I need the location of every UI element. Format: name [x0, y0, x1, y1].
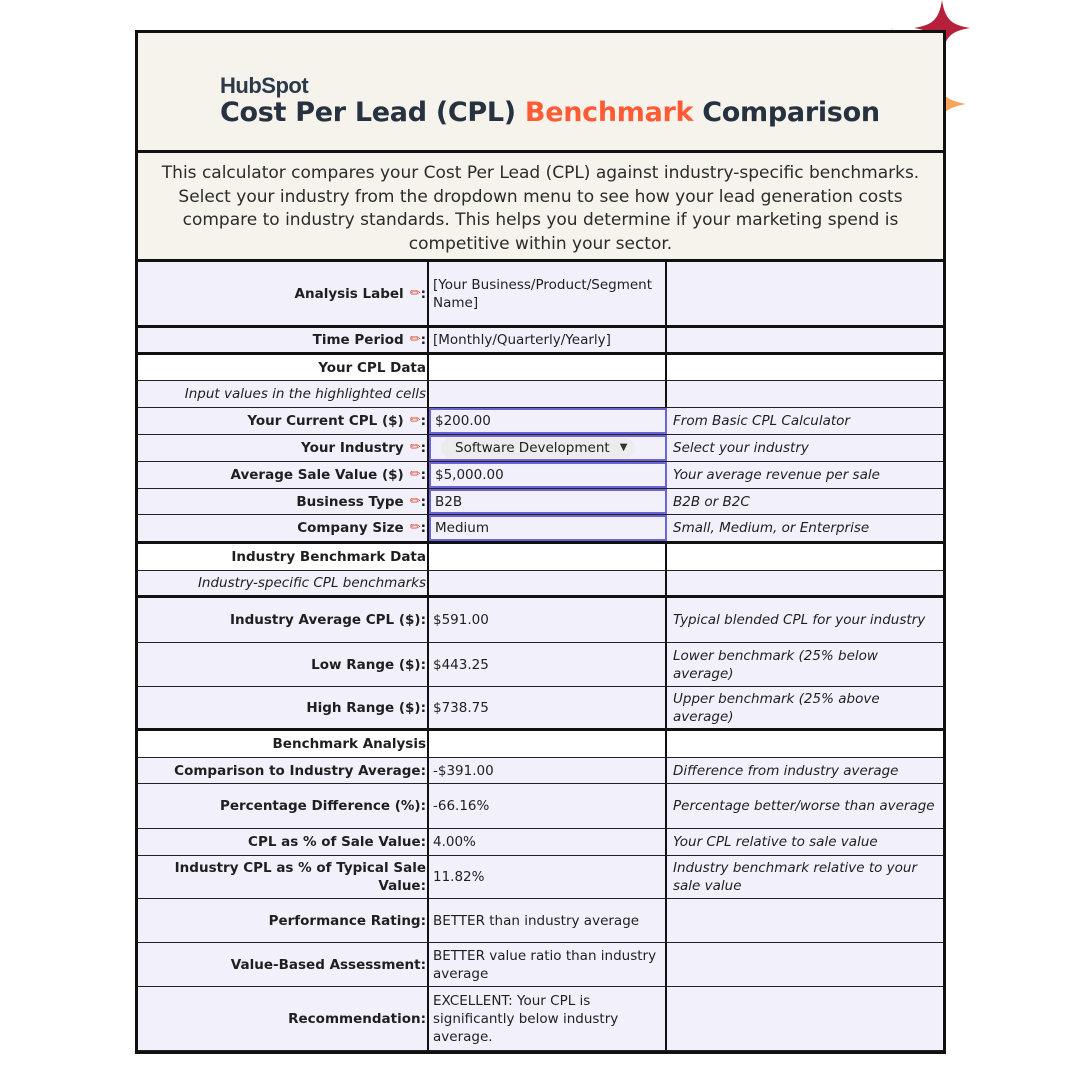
row-label	[138, 462, 429, 488]
note-cell	[667, 598, 943, 642]
value-cell[interactable]	[429, 489, 667, 514]
label-colon: :	[420, 467, 426, 483]
note-cell	[667, 571, 943, 595]
value-text: Medium	[435, 520, 489, 536]
value-text: B2B	[435, 493, 463, 510]
value-cell	[429, 856, 667, 898]
table-row	[138, 408, 943, 435]
value-text: [Monthly/Quarterly/Yearly]	[433, 332, 611, 348]
row-label-text: Input values in the highlighted cells	[184, 386, 426, 402]
value-text: EXCELLENT: Your CPL is significantly below industry average.	[433, 992, 619, 1045]
row-label-text: Your Industry	[301, 440, 404, 456]
row-label	[138, 598, 429, 642]
row-label-text: Performance Rating:	[268, 912, 426, 929]
row-label	[138, 408, 429, 434]
note-cell	[667, 515, 943, 541]
value-cell	[429, 571, 667, 595]
value-cell[interactable]	[429, 262, 667, 325]
value-text: $738.75	[433, 699, 489, 716]
pencil-icon: ✏	[409, 467, 421, 482]
row-label	[138, 856, 429, 898]
value-cell	[429, 731, 667, 757]
label-colon: :	[420, 520, 426, 536]
table-row	[138, 987, 943, 1051]
row-label	[138, 515, 429, 541]
value-cell	[429, 758, 667, 783]
value-cell	[429, 687, 667, 728]
label-colon: :	[420, 440, 426, 456]
table-row	[138, 643, 943, 687]
row-label-text: Percentage Difference (%):	[219, 798, 426, 814]
table-row	[138, 355, 943, 381]
row-label	[138, 381, 429, 407]
value-cell[interactable]	[429, 408, 667, 434]
row-label-text: Your Current CPL ($)	[247, 413, 404, 429]
row-label	[138, 489, 429, 514]
intro-description: This calculator compares your Cost Per Lead (CPL) against industry-specific benchmarks. Select your industry from the dropdown menu to see how your lead generation costs compare to industry standards. This helps you determine if your marketing spend is competitive within your sector.	[138, 153, 943, 262]
note-cell	[667, 784, 943, 828]
page-title: Cost Per Lead (CPL) Benchmark Comparison	[220, 97, 880, 128]
table-row	[138, 899, 943, 943]
row-label-text: High Range ($):	[306, 699, 426, 716]
table-row	[138, 328, 943, 355]
value-text: $5,000.00	[435, 467, 504, 483]
row-label-text: Time Period	[312, 332, 404, 348]
pencil-icon: ✏	[409, 332, 421, 347]
spreadsheet	[135, 30, 946, 1054]
row-label-text: Your CPL Data	[318, 359, 426, 376]
label-colon: :	[420, 413, 426, 429]
row-label	[138, 643, 429, 686]
table-row	[138, 598, 943, 643]
value-text: BETTER value ratio than industry average	[433, 947, 657, 982]
note-cell	[667, 856, 943, 898]
value-cell	[429, 381, 667, 407]
pencil-icon: ✏	[409, 413, 421, 428]
value-cell	[429, 987, 667, 1050]
industry-dropdown-value: Software Development	[455, 440, 610, 456]
value-text: $200.00	[435, 413, 491, 429]
note-text: Upper benchmark (25% above average)	[673, 690, 880, 725]
row-label	[138, 571, 429, 595]
table-row	[138, 262, 943, 328]
row-label-text: Industry Benchmark Data	[231, 549, 426, 565]
row-label-text: Industry CPL as % of Typical Sale Value:	[174, 860, 426, 894]
row-label	[138, 899, 429, 942]
value-cell	[429, 899, 667, 942]
note-cell	[667, 643, 943, 686]
note-cell	[667, 544, 943, 570]
row-label-text: Low Range ($):	[311, 656, 426, 673]
label-colon: :	[420, 493, 426, 510]
note-cell	[667, 987, 943, 1050]
value-cell	[429, 943, 667, 986]
row-label-text: CPL as % of Sale Value:	[248, 834, 426, 850]
note-cell	[667, 262, 943, 325]
value-cell[interactable]	[429, 462, 667, 488]
row-label	[138, 328, 429, 352]
table-row	[138, 515, 943, 544]
value-cell	[429, 784, 667, 828]
value-cell	[429, 643, 667, 686]
value-cell	[429, 598, 667, 642]
row-label	[138, 943, 429, 986]
row-label	[138, 355, 429, 380]
note-text: Typical blended CPL for your industry	[673, 612, 926, 628]
value-cell	[429, 355, 667, 380]
label-colon: :	[420, 332, 426, 348]
note-text: Industry benchmark relative to your sale value	[673, 860, 918, 894]
note-text: Select your industry	[673, 440, 809, 456]
industry-dropdown[interactable]	[441, 438, 635, 458]
value-cell[interactable]	[429, 328, 667, 352]
note-text: Difference from industry average	[673, 762, 899, 779]
table-row	[138, 758, 943, 784]
row-label-text: Recommendation:	[288, 1010, 426, 1027]
value-cell[interactable]	[429, 515, 667, 541]
value-text: $591.00	[433, 612, 489, 628]
note-cell	[667, 731, 943, 757]
hubspot-logo: HubSpot	[220, 73, 309, 98]
row-label-text: Value-Based Assessment:	[230, 956, 426, 973]
row-label	[138, 758, 429, 783]
value-text: -$391.00	[433, 762, 494, 779]
table-row	[138, 381, 943, 408]
table-row	[138, 829, 943, 856]
note-text: Percentage better/worse than average	[673, 798, 935, 814]
value-text: 11.82%	[433, 869, 485, 885]
row-label	[138, 262, 429, 325]
table-row	[138, 856, 943, 899]
note-text: Lower benchmark (25% below average)	[673, 647, 878, 682]
industry-dropdown-cell[interactable]	[429, 435, 667, 461]
value-text: BETTER than industry average	[433, 912, 640, 929]
table-row	[138, 784, 943, 829]
value-text: $443.25	[433, 656, 489, 673]
row-label	[138, 435, 429, 461]
note-cell	[667, 381, 943, 407]
note-cell	[667, 462, 943, 488]
row-label-text: Industry-specific CPL benchmarks	[197, 575, 426, 591]
note-cell	[667, 943, 943, 986]
note-cell	[667, 758, 943, 783]
note-cell	[667, 435, 943, 461]
table-row	[138, 943, 943, 987]
note-cell	[667, 829, 943, 855]
row-label-text: Average Sale Value ($)	[230, 467, 404, 483]
note-text: From Basic CPL Calculator	[673, 413, 850, 429]
row-label	[138, 784, 429, 828]
note-cell	[667, 355, 943, 380]
pencil-icon: ✏	[409, 440, 421, 455]
pencil-icon: ✏	[409, 493, 421, 509]
row-label-text: Business Type	[296, 493, 404, 510]
label-colon: :	[420, 285, 426, 302]
row-label	[138, 987, 429, 1050]
note-cell	[667, 489, 943, 514]
table-row	[138, 489, 943, 515]
value-cell	[429, 544, 667, 570]
note-text: Small, Medium, or Enterprise	[673, 520, 870, 536]
table-row	[138, 687, 943, 731]
note-cell	[667, 328, 943, 352]
row-label-text: Industry Average CPL ($):	[229, 612, 426, 628]
row-label	[138, 687, 429, 728]
value-cell	[429, 829, 667, 855]
row-label	[138, 731, 429, 757]
note-cell	[667, 408, 943, 434]
value-text: -66.16%	[433, 798, 490, 814]
chevron-down-icon[interactable]: ▼	[619, 442, 628, 453]
row-label	[138, 544, 429, 570]
value-text: [Your Business/Product/Segment Name]	[433, 276, 653, 311]
table-row	[138, 731, 943, 758]
note-text: B2B or B2C	[673, 493, 750, 510]
table-row	[138, 462, 943, 489]
note-text: Your average revenue per sale	[673, 467, 880, 483]
row-label-text: Analysis Label	[294, 285, 404, 302]
pencil-icon: ✏	[409, 520, 421, 535]
row-label-text: Benchmark Analysis	[272, 736, 426, 752]
row-label	[138, 829, 429, 855]
note-cell	[667, 899, 943, 942]
table-row	[138, 435, 943, 462]
pencil-icon: ✏	[409, 285, 421, 301]
table-row	[138, 571, 943, 598]
row-label-text: Comparison to Industry Average:	[174, 762, 426, 779]
note-text: Your CPL relative to sale value	[673, 834, 878, 850]
row-label-text: Company Size	[297, 520, 404, 536]
value-text: 4.00%	[433, 834, 476, 850]
table-row	[138, 544, 943, 571]
note-cell	[667, 687, 943, 728]
header	[138, 33, 943, 153]
